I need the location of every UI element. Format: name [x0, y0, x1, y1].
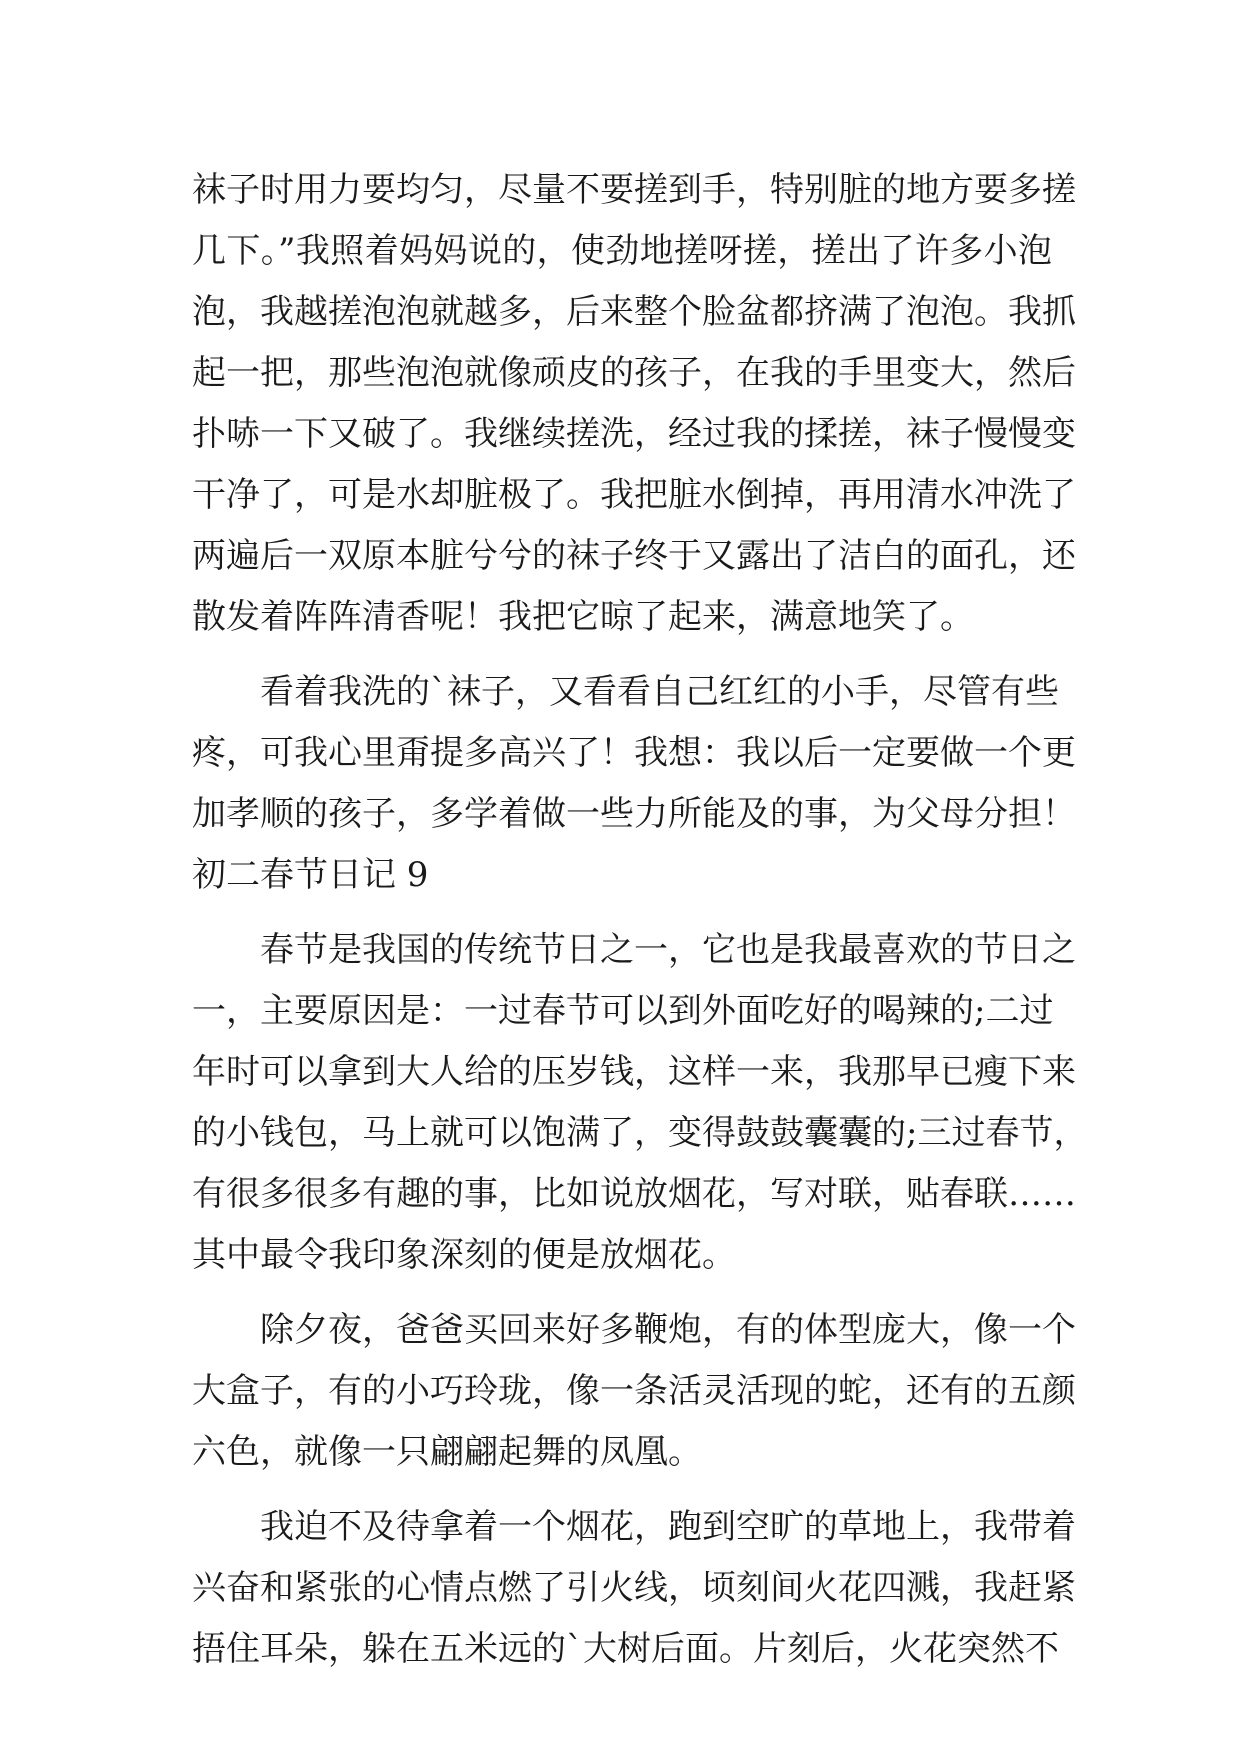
text-line: 一，主要原因是：一过春节可以到外面吃好的喝辣的;二过: [192, 991, 1054, 1031]
text-line: 大盒子，有的小巧玲珑，像一条活灵活现的蛇，还有的五颜: [192, 1371, 1076, 1411]
text-line: 泡，我越搓泡泡就越多，后来整个脸盆都挤满了泡泡。我抓: [192, 292, 1076, 332]
text-line: 其中最令我印象深刻的便是放烟花。: [192, 1235, 736, 1275]
text-line: 春节是我国的传统节日之一，它也是我最喜欢的节日之: [260, 930, 1076, 970]
paragraph: [192, 662, 1076, 845]
paragraph: [192, 1497, 1076, 1680]
text-line: 几下。”我照着妈妈说的，使劲地搓呀搓，搓出了许多小泡: [192, 231, 1052, 271]
text-line: 看着我洗的`袜子，又看看自己红红的小手，尽管有些: [260, 672, 1059, 712]
paragraph-spacer: [192, 648, 1052, 662]
text-line: 有很多很多有趣的事，比如说放烟花，写对联，贴春联……: [192, 1174, 1076, 1214]
paragraph-spacer: [192, 906, 1052, 920]
text-line: 扑哧一下又破了。我继续搓洗，经过我的揉搓，袜子慢慢变: [192, 414, 1076, 454]
paragraph: [192, 160, 1076, 648]
text-line: 疼，可我心里甭提多高兴了！我想：我以后一定要做一个更: [192, 733, 1076, 773]
text-line: 的小钱包，马上就可以饱满了，变得鼓鼓囊囊的;三过春节，: [192, 1113, 1088, 1153]
text-line: 兴奋和紧张的心情点燃了引火线，顷刻间火花四溅，我赶紧: [192, 1568, 1076, 1608]
section-heading: [192, 845, 1052, 906]
text-line: 袜子时用力要均匀，尽量不要搓到手，特别脏的地方要多搓: [192, 170, 1076, 210]
paragraph-spacer: [192, 1286, 1052, 1300]
paragraph-spacer: [192, 1483, 1052, 1497]
text-line: 除夕夜，爸爸买回来好多鞭炮，有的体型庞大，像一个: [260, 1310, 1076, 1350]
text-line: 年时可以拿到大人给的压岁钱，这样一来，我那早已瘦下来: [192, 1052, 1076, 1092]
text-line: 捂住耳朵，躲在五米远的`大树后面。片刻后，火花突然不: [192, 1629, 1059, 1669]
text-line: 我迫不及待拿着一个烟花，跑到空旷的草地上，我带着: [260, 1507, 1076, 1547]
text-line: 散发着阵阵清香呢！我把它晾了起来，满意地笑了。: [192, 597, 974, 637]
text-line: 加孝顺的孩子，多学着做一些力所能及的事，为父母分担！: [192, 794, 1076, 834]
text-line: 起一把，那些泡泡就像顽皮的孩子，在我的手里变大，然后: [192, 353, 1076, 393]
document-body: [192, 160, 1088, 1680]
text-line: 干净了，可是水却脏极了。我把脏水倒掉，再用清水冲洗了: [192, 475, 1076, 515]
text-line: 两遍后一双原本脏兮兮的袜子终于又露出了洁白的面孔，还: [192, 536, 1076, 576]
paragraph: [192, 1300, 1076, 1483]
text-line: 六色，就像一只翩翩起舞的凤凰。: [192, 1432, 702, 1472]
paragraph: [192, 920, 1088, 1286]
heading-text: 初二春节日记 9: [192, 855, 429, 895]
